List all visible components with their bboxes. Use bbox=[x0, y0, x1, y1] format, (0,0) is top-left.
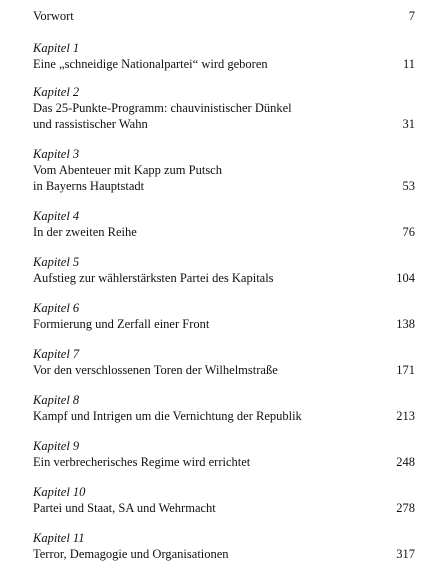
toc-entry-chapter-2 bbox=[33, 84, 415, 132]
toc-line bbox=[33, 178, 415, 194]
chapter-label: Kapitel 2 bbox=[33, 85, 80, 99]
chapter-label: Kapitel 6 bbox=[33, 301, 80, 315]
page-number: 278 bbox=[396, 501, 415, 515]
page-number: 11 bbox=[402, 57, 415, 71]
chapter-label: Kapitel 9 bbox=[33, 439, 80, 453]
entry-title: Eine „schneidige Nationalpartei“ wird geboren bbox=[33, 57, 268, 71]
toc-line bbox=[33, 224, 415, 240]
toc-line bbox=[33, 56, 415, 72]
toc-entry-chapter-10 bbox=[33, 484, 415, 516]
entry-title: In der zweiten Reihe bbox=[33, 225, 137, 239]
entry-title: Partei und Staat, SA und Wehrmacht bbox=[33, 501, 216, 515]
chapter-label: Kapitel 4 bbox=[33, 209, 80, 223]
toc-line bbox=[33, 362, 415, 378]
toc-entry-chapter-5 bbox=[33, 254, 415, 286]
toc-entry-chapter-6 bbox=[33, 300, 415, 332]
entry-title: Terror, Demagogie und Organisationen bbox=[33, 547, 229, 561]
page-number: 248 bbox=[396, 455, 415, 469]
toc-line bbox=[33, 500, 415, 516]
entry-title: und rassistischer Wahn bbox=[33, 117, 148, 131]
chapter-label: Kapitel 1 bbox=[33, 41, 80, 55]
toc-line bbox=[33, 454, 415, 470]
toc-entry-chapter-7 bbox=[33, 346, 415, 378]
chapter-label: Kapitel 3 bbox=[33, 147, 80, 161]
toc-entry-chapter-3 bbox=[33, 146, 415, 194]
toc-line bbox=[33, 408, 415, 424]
entry-title: in Bayerns Hauptstadt bbox=[33, 179, 145, 193]
page-number: 213 bbox=[396, 409, 415, 423]
chapter-label: Kapitel 7 bbox=[33, 347, 80, 361]
entry-title: Vorwort bbox=[33, 9, 74, 23]
toc-entry-chapter-11 bbox=[33, 530, 415, 562]
toc-entry-preface bbox=[33, 8, 415, 24]
entry-title: Vom Abenteuer mit Kapp zum Putsch bbox=[33, 163, 222, 177]
toc-line bbox=[33, 162, 415, 178]
toc-line bbox=[33, 116, 415, 132]
entry-title: Vor den verschlossenen Toren der Wilhelmstraße bbox=[33, 363, 278, 377]
toc-line bbox=[33, 546, 415, 562]
chapter-label: Kapitel 5 bbox=[33, 255, 80, 269]
toc-line bbox=[33, 316, 415, 332]
toc-line bbox=[33, 100, 415, 116]
page-number: 76 bbox=[402, 225, 415, 239]
toc-line bbox=[33, 8, 415, 24]
entry-title: Ein verbrecherisches Regime wird errichtet bbox=[33, 455, 251, 469]
entry-title: Kampf und Intrigen um die Vernichtung der Republik bbox=[33, 409, 302, 423]
toc-entry-chapter-4 bbox=[33, 208, 415, 240]
toc-line bbox=[33, 270, 415, 286]
page-number: 317 bbox=[396, 547, 415, 561]
entry-title: Das 25-Punkte-Programm: chauvinistischer Dünkel bbox=[33, 101, 292, 115]
page-number: 171 bbox=[396, 363, 415, 377]
chapter-label: Kapitel 11 bbox=[33, 531, 85, 545]
entry-title: Formierung und Zerfall einer Front bbox=[33, 317, 210, 331]
page-number: 104 bbox=[396, 271, 415, 285]
toc-entry-chapter-1 bbox=[33, 40, 415, 72]
chapter-label: Kapitel 10 bbox=[33, 485, 86, 499]
page-number: 31 bbox=[402, 117, 415, 131]
toc-entry-chapter-8 bbox=[33, 392, 415, 424]
page-number: 138 bbox=[396, 317, 415, 331]
page-number: 53 bbox=[402, 179, 415, 193]
entry-title: Aufstieg zur wählerstärksten Partei des Kapitals bbox=[33, 271, 274, 285]
toc-entry-chapter-9 bbox=[33, 438, 415, 470]
page-number: 7 bbox=[408, 9, 415, 23]
chapter-label: Kapitel 8 bbox=[33, 393, 80, 407]
